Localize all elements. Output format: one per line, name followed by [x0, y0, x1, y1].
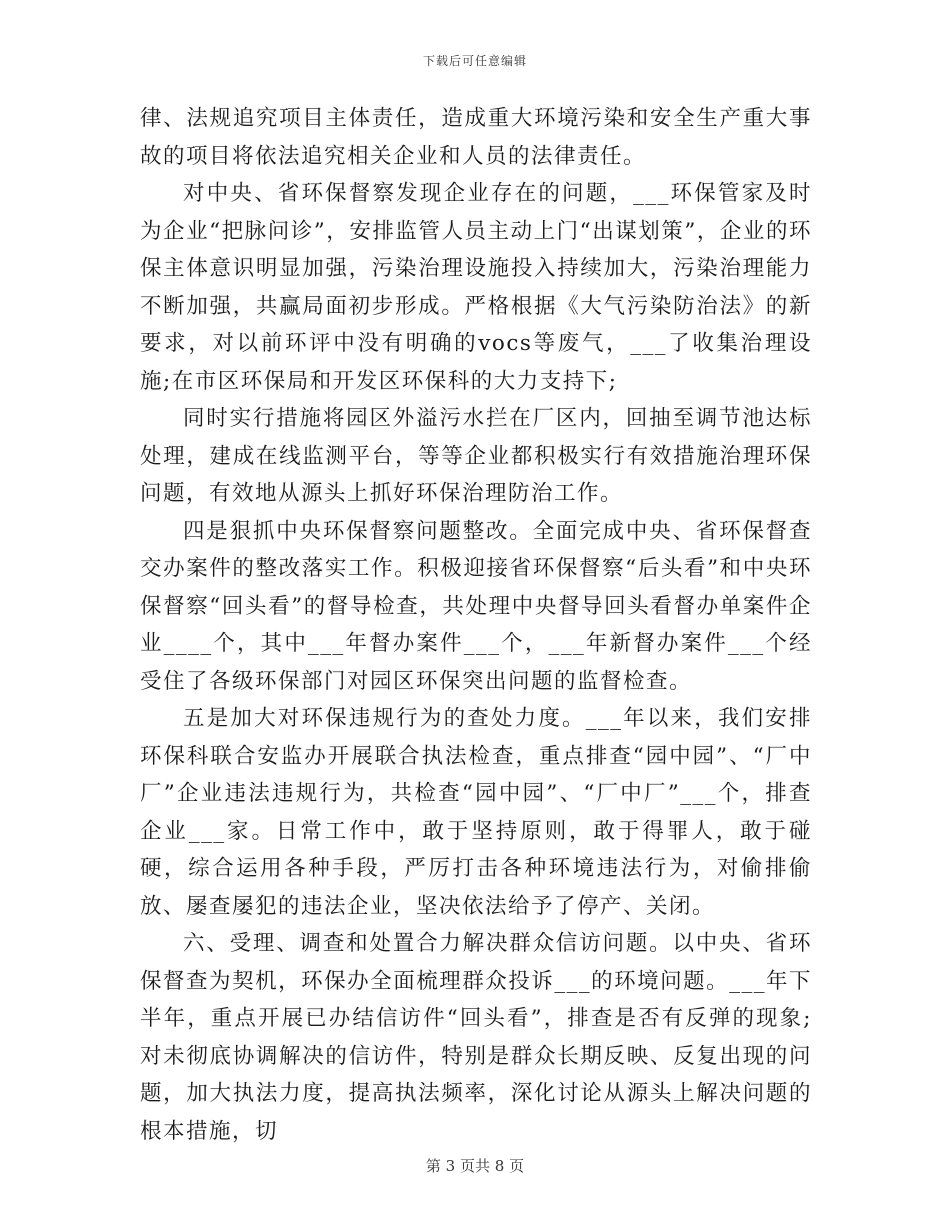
- paragraph-4: 四是狠抓中央环保督察问题整改。全面完成中央、省环保督查交办案件的整改落实工作。积极迎接省环保督察“后头看”和中央环保督察“回头看”的督导检查，共处理中央督导回头看督办单案件企业____个，其中___年督办案件___个，___年新督办案件___个经受住了各级环保部门对园区环保突出问题的监督检查。: [140, 518, 812, 694]
- paragraph-5: 五是加大对环保违规行为的查处力度。___年以来，我们安排环保科联合安监办开展联合执法检查，重点排查“园中园”、“厂中厂”企业违法违规行为，共检查“园中园”、“厂中厂”___个，排查企业___家。日常工作中，敢于坚持原则，敢于得罪人，敢于碰硬，综合运用各种手段，严厉打击各种环境违法行为，对偷排偷放、屡查屡犯的违法企业，坚决依法给予了停产、关闭。: [140, 706, 812, 919]
- page-footer: 第 3 页共 8 页: [425, 1157, 525, 1175]
- paragraph-3: 同时实行措施将园区外溢污水拦在厂区内，回抽至调节池达标处理，建成在线监测平台，等等企业都积极实行有效措施治理环保问题，有效地从源头上抓好环保治理防治工作。: [140, 406, 812, 506]
- paragraph-2: 对中央、省环保督察发现企业存在的问题，___环保管家及时为企业“把脉问诊”，安排监管人员主动上门“出谋划策”，企业的环保主体意识明显加强，污染治理设施投入持续加大，污染治理能力不断加强，共赢局面初步形成。严格根据《大气污染防治法》的新要求，对以前环评中没有明确的vocs等废气，___了收集治理设施;在市区环保局和开发区环保科的大力支持下;: [140, 181, 812, 394]
- paragraph-1: 律、法规追究项目主体责任，造成重大环境污染和安全生产重大事故的项目将依法追究相关企业和人员的法律责任。: [140, 106, 812, 169]
- paragraph-6: 六、受理、调查和处置合力解决群众信访问题。以中央、省环保督查为契机，环保办全面梳理群众投诉___的环境问题。___年下半年，重点开展已办结信访件“回头看”，排查是否有反弹的现象;对未彻底协调解决的信访件，特别是群众长期反映、反复出现的问题，加大执法力度，提高执法频率，深化讨论从源头上解决问题的根本措施，切: [140, 931, 812, 1144]
- document-body: [140, 100, 812, 1150]
- page-header: 下载后可任意编辑: [422, 54, 527, 68]
